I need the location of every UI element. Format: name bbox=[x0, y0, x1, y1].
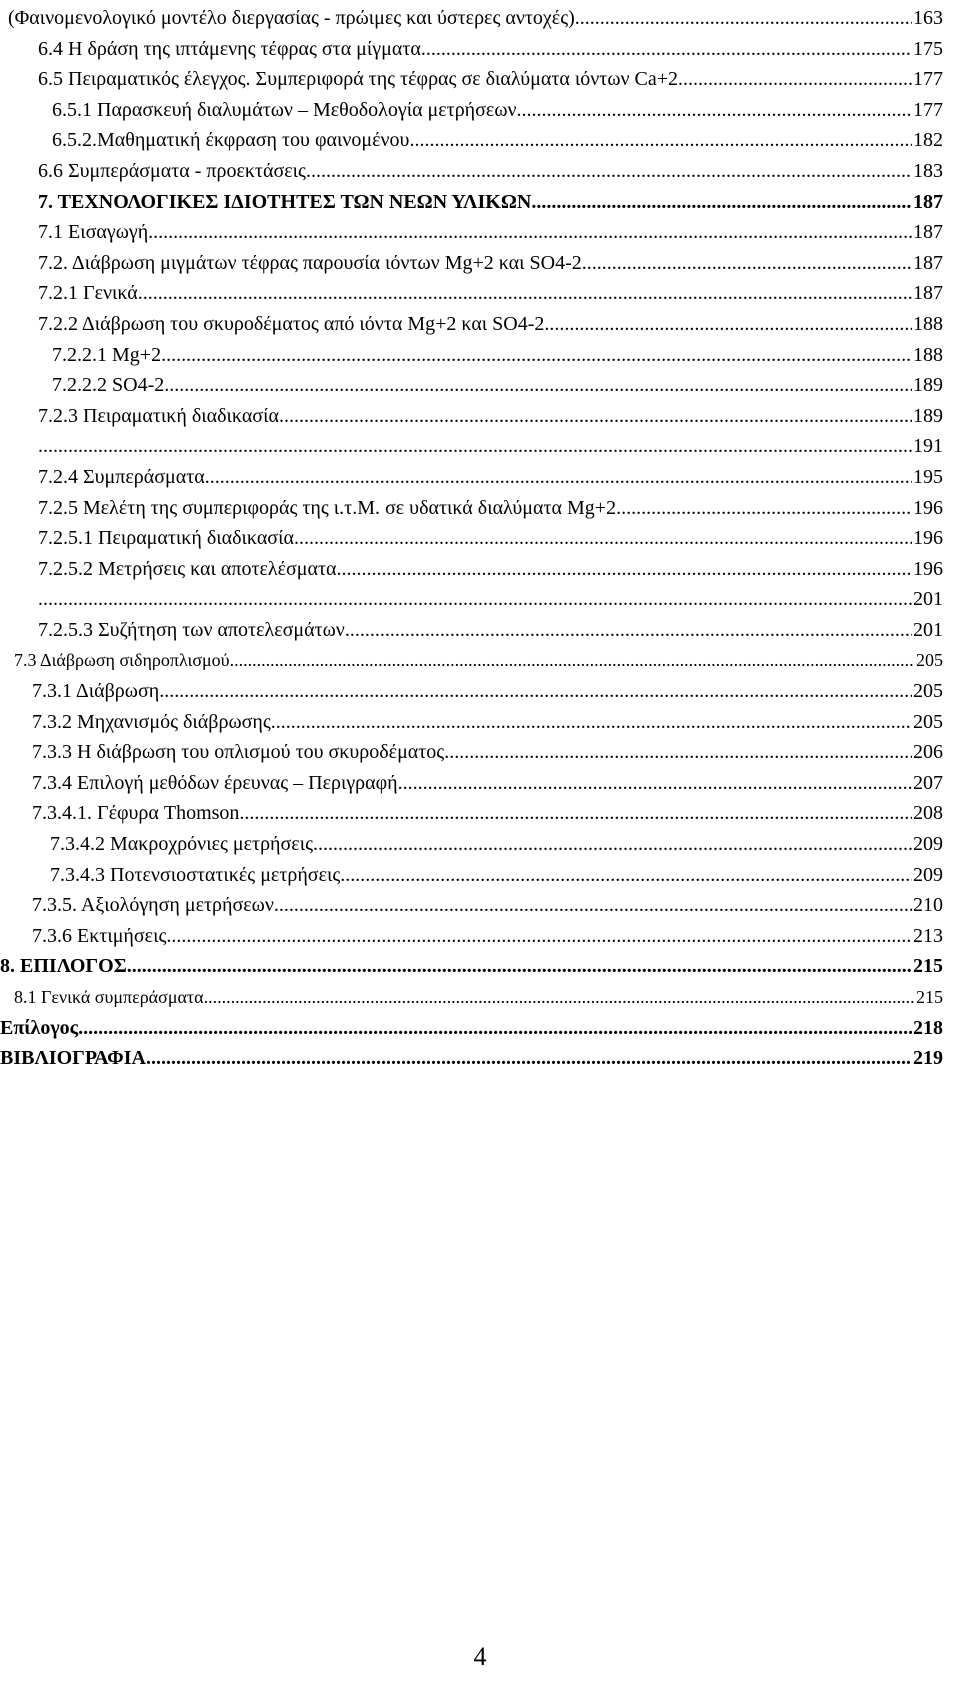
toc-entry[interactable] bbox=[0, 370, 943, 401]
toc-entry-title: 8. ΕΠΙΛΟΓΟΣ bbox=[0, 955, 127, 978]
toc-entry-page: 207 bbox=[913, 771, 943, 794]
toc-entry[interactable] bbox=[0, 431, 943, 462]
toc-entry-page: 208 bbox=[913, 802, 943, 825]
toc-entry[interactable] bbox=[0, 340, 943, 371]
toc-entry-line bbox=[38, 309, 943, 340]
toc-entry[interactable] bbox=[0, 554, 943, 585]
toc-entry-title: 7.3.4 Επιλογή μεθόδων έρευνας – Περιγραφή bbox=[32, 771, 398, 794]
toc-entry-line bbox=[32, 676, 943, 707]
toc-dot-leader bbox=[544, 309, 912, 340]
toc-entry[interactable] bbox=[0, 64, 943, 95]
toc-dot-leader bbox=[421, 34, 912, 65]
toc-dot-leader bbox=[159, 676, 912, 707]
toc-entry-page: 196 bbox=[913, 496, 943, 519]
toc-dot-leader bbox=[313, 829, 912, 860]
toc-dot-leader bbox=[340, 860, 912, 891]
toc-entry-page: 219 bbox=[913, 1047, 943, 1070]
toc-entry-page: 187 bbox=[913, 251, 943, 274]
toc-entry-page: 205 bbox=[913, 680, 943, 703]
toc-entry-line bbox=[32, 737, 943, 768]
toc-entry-title: 7.3.5. Αξιολόγηση μετρήσεων bbox=[32, 894, 274, 917]
toc-entry-title: 7.2.4 Συμπεράσματα bbox=[38, 465, 205, 488]
toc-entry-line bbox=[32, 890, 943, 921]
toc-dot-leader bbox=[337, 554, 912, 585]
toc-entry-page: 206 bbox=[913, 741, 943, 764]
toc-entry-page: 205 bbox=[913, 710, 943, 733]
toc-entry-line bbox=[38, 615, 943, 646]
toc-dot-leader bbox=[164, 370, 912, 401]
toc-entry[interactable] bbox=[0, 921, 943, 952]
toc-entry[interactable] bbox=[0, 95, 943, 126]
toc-entry-page: 215 bbox=[913, 955, 943, 978]
toc-entry-title: 6.5.1 Παρασκευή διαλυμάτων – Μεθοδολογία μετρήσεων bbox=[52, 98, 517, 121]
toc-dot-leader bbox=[148, 217, 912, 248]
toc-dot-leader bbox=[271, 707, 912, 738]
toc-dot-leader bbox=[517, 95, 912, 126]
toc-entry-page: 210 bbox=[913, 894, 943, 917]
toc-entry[interactable] bbox=[0, 493, 943, 524]
toc-dot-leader bbox=[616, 493, 912, 524]
toc-entry[interactable] bbox=[0, 278, 943, 309]
toc-entry-title: 7.2.3 Πειραματική διαδικασία bbox=[38, 404, 279, 427]
toc-entry-line bbox=[38, 523, 943, 554]
toc-entry-title: (Φαινομενολογικό μοντέλο διεργασίας - πρώιμες και ύστερες αντοχές) bbox=[8, 7, 575, 29]
toc-entry[interactable] bbox=[0, 462, 943, 493]
toc-entry-page: 187 bbox=[913, 221, 943, 244]
toc-entry-title: 7.3.4.3 Ποτενσιοστατικές μετρήσεις bbox=[50, 863, 341, 886]
toc-entry-page: 218 bbox=[913, 1016, 943, 1039]
toc-entry-page: 215 bbox=[916, 987, 943, 1007]
toc-entry-title: 6.5 Πειραματικός έλεγχος. Συμπεριφορά της τέφρας σε διαλύματα ιόντων Ca+2 bbox=[38, 68, 679, 91]
toc-dot-leader bbox=[204, 982, 915, 1013]
toc-entry[interactable] bbox=[0, 309, 943, 340]
toc-dot-leader bbox=[582, 248, 912, 279]
toc-entry-title: 7.2.1 Γενικά bbox=[38, 282, 138, 305]
toc-entry[interactable] bbox=[0, 768, 943, 799]
toc-dot-leader bbox=[166, 921, 912, 952]
toc-entry-line bbox=[32, 921, 943, 952]
toc-entry-page: 201 bbox=[913, 618, 943, 641]
toc-entry-title: Επίλογος bbox=[0, 1016, 79, 1039]
toc-entry-title: 7.3.1 Διάβρωση bbox=[32, 680, 160, 703]
toc-entry-line bbox=[32, 768, 943, 799]
toc-entry-page: 209 bbox=[913, 833, 943, 856]
toc-dot-leader bbox=[444, 737, 912, 768]
toc-entry-line bbox=[38, 278, 943, 309]
toc-entry-line bbox=[38, 187, 943, 218]
toc-entry[interactable] bbox=[0, 1043, 943, 1074]
toc-dot-leader bbox=[274, 890, 912, 921]
toc-entry-title: 7.2. Διάβρωση μιγμάτων τέφρας παρουσία ιόντων Mg+2 και SO4-2 bbox=[38, 251, 582, 274]
toc-entry-page: 213 bbox=[913, 924, 943, 947]
toc-entry-line bbox=[50, 860, 943, 891]
toc-entry[interactable] bbox=[0, 982, 943, 1013]
toc-entry-line bbox=[52, 370, 943, 401]
toc-entry-page: 175 bbox=[913, 37, 943, 60]
toc-entry-line bbox=[0, 1043, 943, 1074]
toc-entry-title: 7.2.5.3 Συζήτηση των αποτελεσμάτων bbox=[38, 618, 345, 641]
toc-entry[interactable] bbox=[0, 3, 943, 34]
toc-entry[interactable] bbox=[0, 798, 943, 829]
toc-entry-page: 188 bbox=[913, 343, 943, 366]
toc-entry-title: ΒΙΒΛΙΟΓΡΑΦΙΑ bbox=[0, 1047, 146, 1070]
toc-entry-page: 195 bbox=[913, 465, 943, 488]
toc-dot-leader bbox=[161, 340, 912, 371]
toc-entry-line bbox=[14, 982, 943, 1013]
toc-entry-title: 7.3.3 Η διάβρωση του οπλισμού του σκυροδέματος bbox=[32, 741, 445, 764]
toc-entry[interactable] bbox=[0, 187, 943, 218]
toc-entry[interactable] bbox=[0, 248, 943, 279]
toc-entry[interactable] bbox=[0, 584, 943, 615]
toc-entry-page: 187 bbox=[913, 282, 943, 305]
toc-dot-leader bbox=[294, 523, 912, 554]
toc-entry-title: 7.2.5 Μελέτη της συμπεριφοράς της ι.τ.Μ. σε υδατικά διαλύματα Mg+2 bbox=[38, 496, 617, 519]
toc-entry[interactable] bbox=[0, 737, 943, 768]
toc-entry-page: 201 bbox=[913, 588, 943, 611]
toc-dot-leader bbox=[239, 798, 912, 829]
toc-entry-line bbox=[38, 217, 943, 248]
toc-entry[interactable] bbox=[0, 125, 943, 156]
toc-entry-line bbox=[38, 156, 943, 187]
toc-entry[interactable] bbox=[0, 860, 943, 891]
toc-dot-leader bbox=[409, 125, 912, 156]
toc-entry-title: 6.5.2.Μαθηματική έκφραση του φαινομένου bbox=[52, 129, 410, 152]
toc-dot-leader bbox=[398, 768, 912, 799]
toc-entry-line bbox=[38, 34, 943, 65]
toc-entry-line bbox=[38, 554, 943, 585]
toc-entry-page: 196 bbox=[913, 557, 943, 580]
toc-dot-leader bbox=[205, 462, 912, 493]
toc-entry-page: 196 bbox=[913, 527, 943, 550]
toc-entry-page: 187 bbox=[913, 190, 943, 213]
toc-entry[interactable] bbox=[0, 951, 943, 982]
toc-entry-title: 6.4 Η δράση της ιπτάμενης τέφρας στα μίγματα bbox=[38, 37, 421, 60]
toc-entry-line bbox=[38, 401, 943, 432]
toc-entry-line bbox=[38, 584, 943, 615]
toc-entry[interactable] bbox=[0, 615, 943, 646]
toc-entry[interactable] bbox=[0, 707, 943, 738]
toc-entry[interactable] bbox=[0, 829, 943, 860]
toc-dot-leader bbox=[230, 645, 915, 676]
toc-entry-title: 7.3.6 Εκτιμήσεις bbox=[32, 924, 167, 947]
toc-dot-leader bbox=[38, 584, 912, 615]
toc-entry-line bbox=[50, 829, 943, 860]
page-number: 4 bbox=[473, 1642, 487, 1671]
toc-entry[interactable] bbox=[0, 645, 943, 676]
toc-entry-title: 7.2.2.2 SO4-2 bbox=[52, 374, 165, 397]
toc-entry-page: 183 bbox=[913, 159, 943, 182]
toc-dot-leader bbox=[78, 1013, 912, 1044]
toc-entry-line bbox=[52, 340, 943, 371]
toc-entry-title: 7.3.2 Μηχανισμός διάβρωσης bbox=[32, 710, 271, 733]
toc-dot-leader bbox=[678, 64, 912, 95]
toc-entry-page: 189 bbox=[913, 374, 943, 397]
toc-entry-page: 182 bbox=[913, 129, 943, 152]
toc-entry-page: 163 bbox=[913, 7, 943, 29]
toc-entry[interactable] bbox=[0, 523, 943, 554]
toc-entry-title: 7.2.5.2 Μετρήσεις και αποτελέσματα bbox=[38, 557, 337, 580]
toc-entry-line bbox=[52, 125, 943, 156]
toc-entry-line bbox=[32, 707, 943, 738]
toc-entry-page: 189 bbox=[913, 404, 943, 427]
toc-entry-line bbox=[38, 462, 943, 493]
toc-entry[interactable] bbox=[0, 156, 943, 187]
toc-dot-leader bbox=[279, 401, 912, 432]
toc-entry-title: 7. ΤΕΧΝΟΛΟΓΙΚΕΣ ΙΔΙΟΤΗΤΕΣ ΤΩΝ ΝΕΩΝ ΥΛΙΚΩΝ bbox=[38, 190, 532, 213]
toc-entry-line bbox=[52, 95, 943, 126]
toc-entry-page: 177 bbox=[913, 68, 943, 91]
toc-entry[interactable] bbox=[0, 890, 943, 921]
toc-dot-leader bbox=[38, 431, 912, 462]
toc-entry[interactable] bbox=[0, 34, 943, 65]
toc-entry-line bbox=[38, 493, 943, 524]
toc-dot-leader bbox=[138, 278, 912, 309]
toc-entry-line bbox=[0, 951, 943, 982]
toc-dot-leader bbox=[146, 1043, 912, 1074]
toc-entry-title: 6.6 Συμπεράσματα - προεκτάσεις bbox=[38, 159, 306, 182]
toc-entry-title: 7.3.4.1. Γέφυρα Thomson bbox=[32, 802, 240, 825]
toc-entry-title: 7.1 Εισαγωγή bbox=[38, 221, 149, 244]
toc-entry-title: 8.1 Γενικά συμπεράσματα bbox=[14, 987, 204, 1007]
toc-entry-title: 7.2.2 Διάβρωση του σκυροδέματος από ιόντα Mg+2 και SO4-2 bbox=[38, 312, 545, 335]
toc-entry-title: 7.3 Διάβρωση σιδηροπλισμού bbox=[14, 650, 230, 671]
toc-entry-title: 7.2.5.1 Πειραματική διαδικασία bbox=[38, 527, 294, 550]
toc-dot-leader bbox=[531, 187, 912, 218]
toc-entry-line bbox=[14, 645, 943, 676]
toc-dot-leader bbox=[127, 951, 912, 982]
toc-entry-title: 7.3.4.2 Μακροχρόνιες μετρήσεις bbox=[50, 833, 313, 856]
toc-entry[interactable] bbox=[0, 1013, 943, 1044]
toc-entry-title: 7.2.2.1 Mg+2 bbox=[52, 343, 162, 366]
toc-dot-leader bbox=[345, 615, 912, 646]
table-of-contents bbox=[0, 3, 943, 1074]
toc-dot-leader bbox=[575, 3, 912, 34]
toc-entry-page: 191 bbox=[913, 435, 943, 458]
toc-entry-line bbox=[38, 64, 943, 95]
toc-entry-line bbox=[38, 431, 943, 462]
toc-entry-line bbox=[0, 1013, 943, 1044]
toc-entry[interactable] bbox=[0, 217, 943, 248]
toc-entry-page: 177 bbox=[913, 98, 943, 121]
toc-entry[interactable] bbox=[0, 676, 943, 707]
toc-entry-page: 188 bbox=[913, 312, 943, 335]
toc-entry-line bbox=[8, 3, 943, 34]
toc-entry-line bbox=[38, 248, 943, 279]
toc-entry-page: 205 bbox=[916, 650, 943, 671]
toc-entry-line bbox=[32, 798, 943, 829]
toc-entry[interactable] bbox=[0, 401, 943, 432]
toc-entry-page: 209 bbox=[913, 863, 943, 886]
toc-dot-leader bbox=[306, 156, 912, 187]
